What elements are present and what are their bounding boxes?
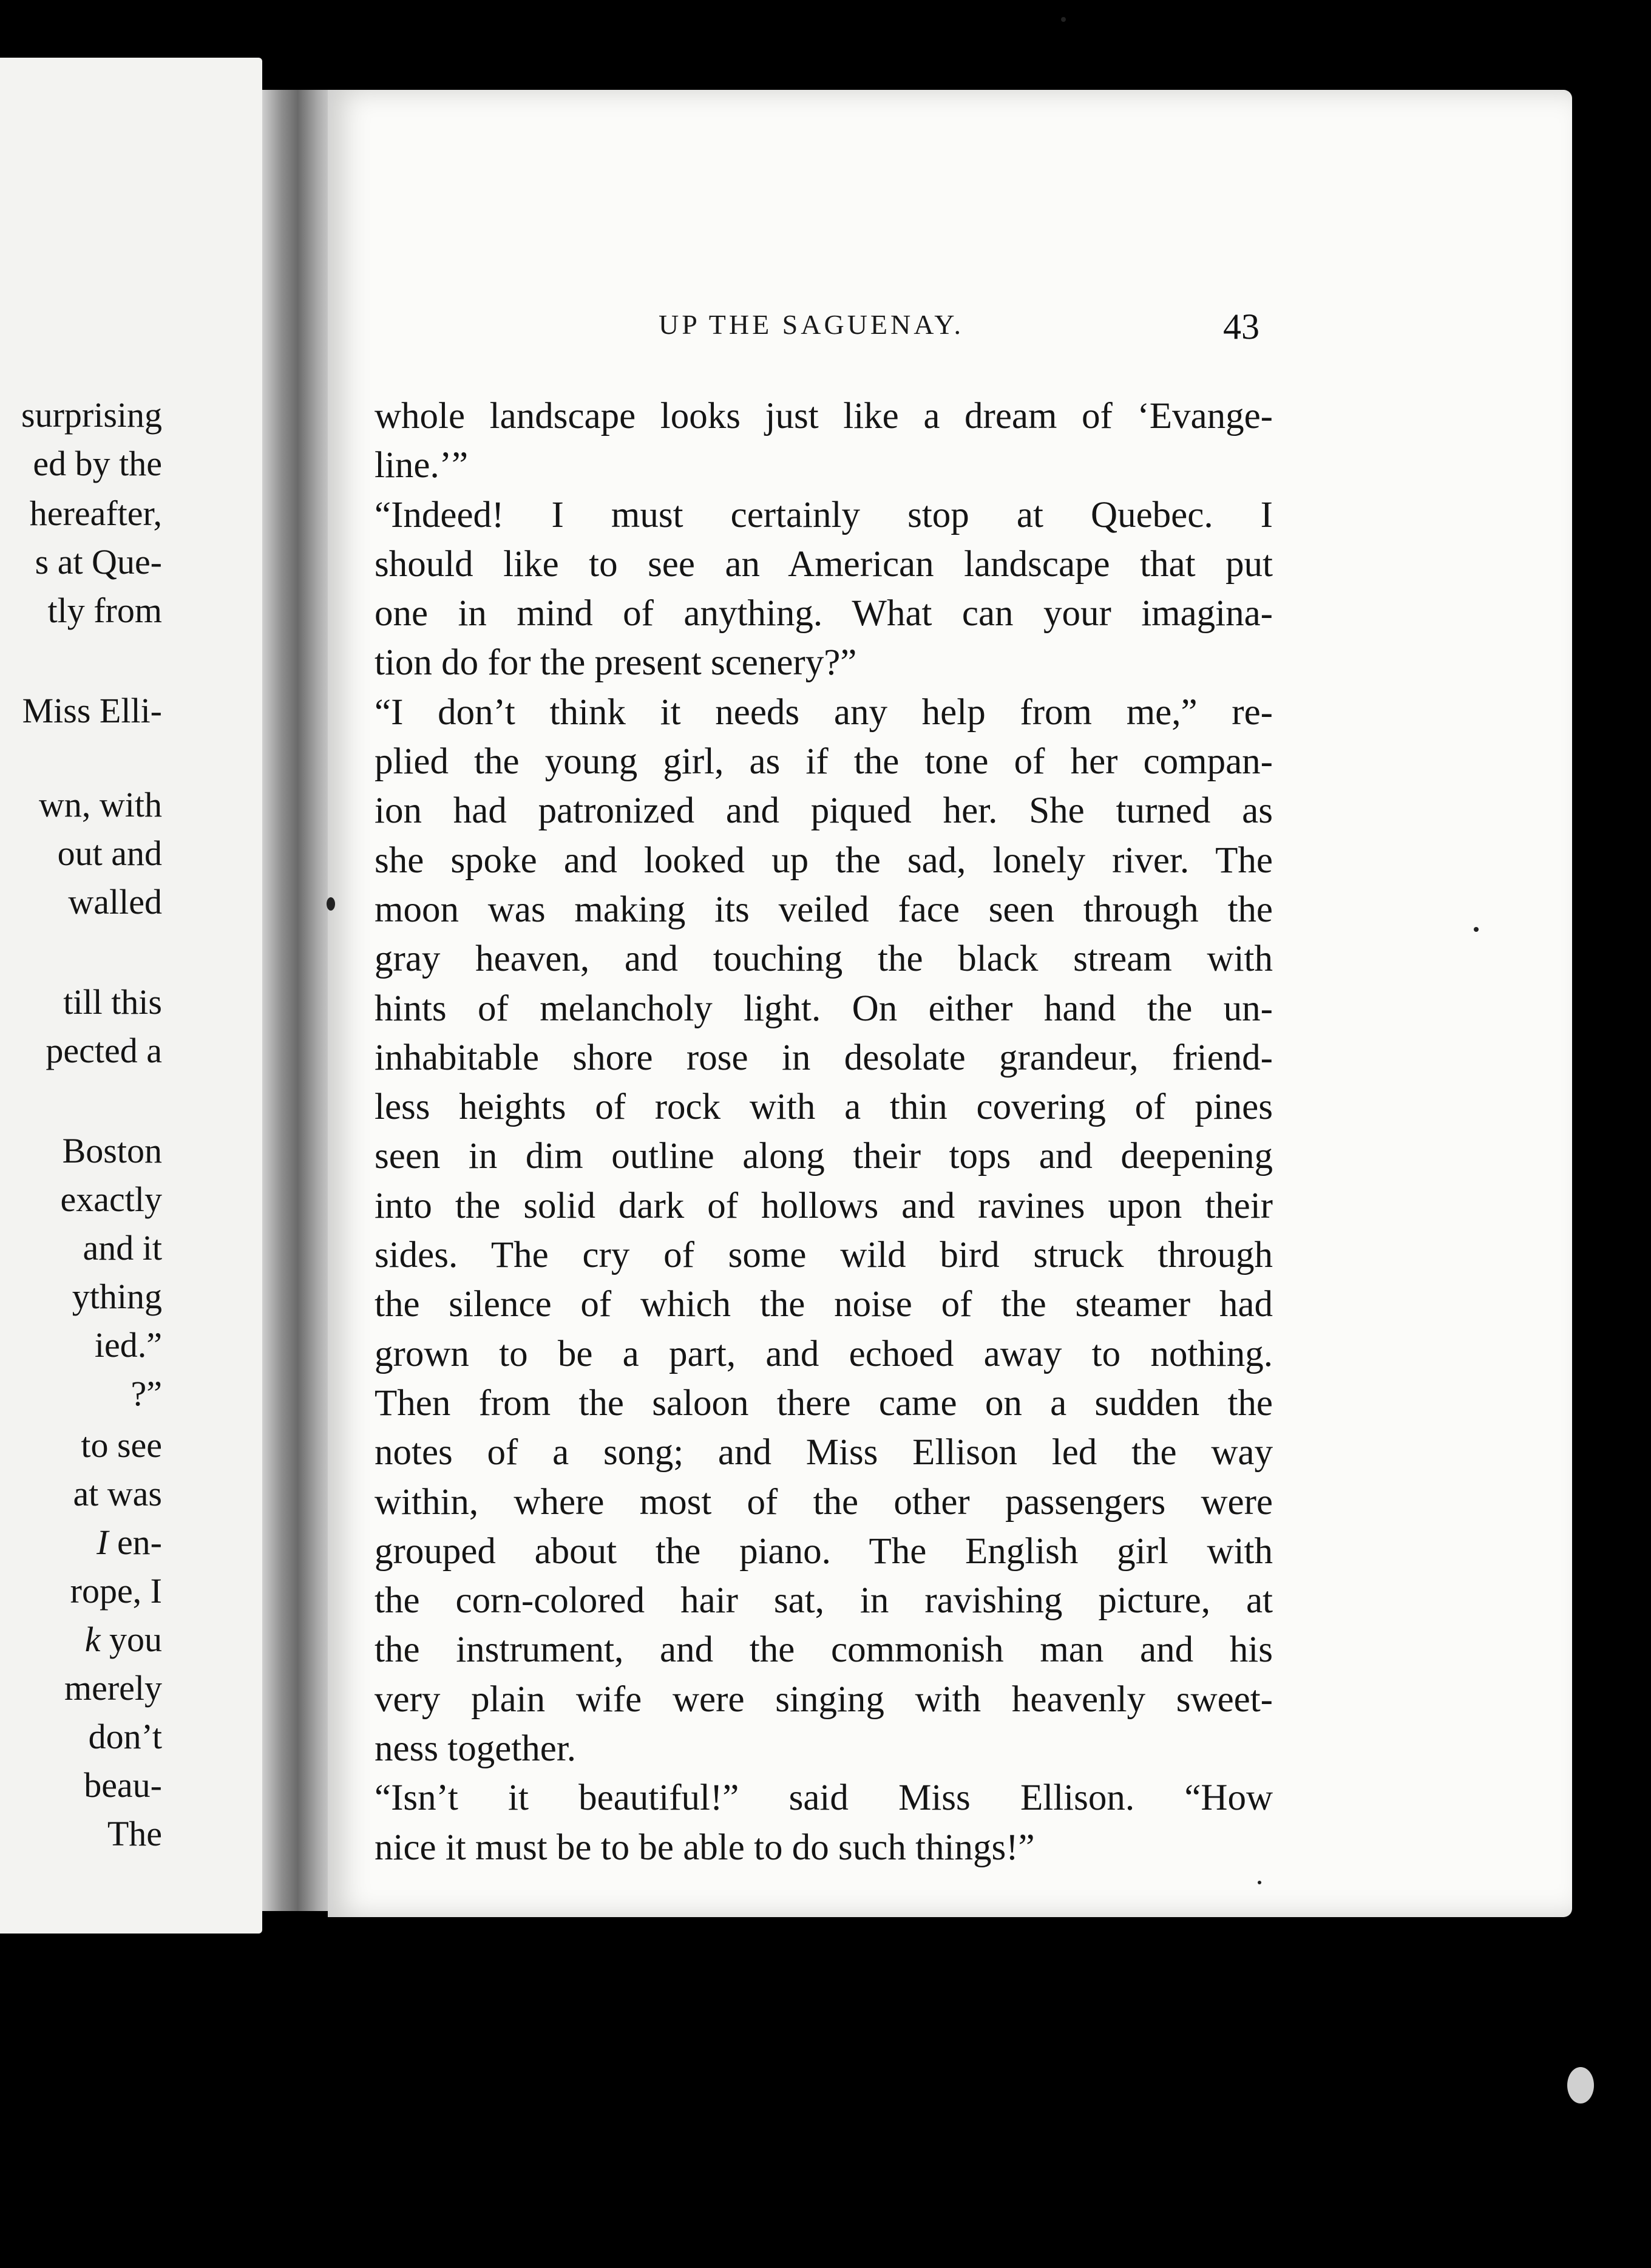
text-line: plied the young girl, as if the tone of her compan- [375, 741, 1273, 783]
left-page-line: Miss Elli- [22, 691, 162, 730]
text-line: less heights of rock with a thin covering of pines [375, 1087, 1273, 1128]
text-line: the corn-colored hair sat, in ravishing picture, at [375, 1580, 1273, 1621]
left-page [0, 58, 262, 1934]
left-page-line: ?” [131, 1374, 162, 1413]
text-line: the silence of which the noise of the steamer had [375, 1284, 1273, 1325]
scan-speck [1567, 2067, 1594, 2103]
text-line: “I don’t think it needs any help from me,” re- [375, 691, 1273, 733]
left-page-line: at was [73, 1474, 162, 1513]
scan-speck [1474, 927, 1479, 932]
text-line: line.’” [375, 445, 469, 486]
text-line: Then from the saloon there came on a sudden the [375, 1382, 1273, 1424]
text-line: ness together. [375, 1728, 577, 1770]
text-line: nice it must be to be able to do such things!” [375, 1827, 1035, 1868]
text-line: grown to be a part, and echoed away to nothing. [375, 1333, 1273, 1374]
text-line: inhabitable shore rose in desolate grandeur, friend- [375, 1037, 1273, 1078]
left-page-line: to see [81, 1425, 162, 1465]
text-line: sides. The cry of some wild bird struck through [375, 1235, 1273, 1276]
scan-speck [1061, 17, 1066, 22]
page-number: 43 [1223, 307, 1259, 347]
left-page-line: walled [68, 882, 162, 922]
left-page-line: The [107, 1814, 162, 1853]
left-page-line: k you [84, 1620, 162, 1659]
text-line: seen in dim outline along their tops and deepening [375, 1136, 1273, 1177]
left-page-line: hereafter, [29, 494, 162, 533]
text-line: “Indeed! I must certainly stop at Quebec. I [375, 494, 1273, 535]
left-page-line: and it [83, 1228, 162, 1268]
left-page-line: exactly [60, 1180, 162, 1219]
text-line: she spoke and looked up the sad, lonely river. The [375, 840, 1273, 881]
text-line: the instrument, and the commonish man and his [375, 1629, 1273, 1671]
running-head: UP THE SAGUENAY. [659, 309, 964, 340]
left-page-line: ied.” [94, 1325, 162, 1365]
text-line: whole landscape looks just like a dream of ‘Evange- [375, 396, 1273, 436]
text-line: tion do for the present scenery?” [375, 642, 857, 684]
left-page-line: s at Que- [35, 542, 162, 582]
left-page-line: ed by the [33, 444, 162, 483]
left-page-line: beau- [84, 1765, 162, 1805]
page-text [375, 392, 1273, 1872]
left-page-line: merely [64, 1668, 162, 1708]
text-line: notes of a song; and Miss Ellison led the way [375, 1432, 1273, 1473]
text-line: should like to see an American landscape that put [375, 543, 1273, 585]
text-line: gray heaven, and touching the black stream with [375, 939, 1273, 980]
left-page-line: ything [72, 1277, 162, 1316]
left-page-line: don’t [88, 1717, 162, 1756]
left-page-line: pected a [46, 1031, 162, 1070]
text-line: moon was making its veiled face seen through the [375, 889, 1273, 930]
text-line: ion had patronized and piqued her. She turned as [375, 790, 1273, 832]
scan-speck [1258, 1881, 1261, 1884]
text-line: grouped about the piano. The English girl with [375, 1530, 1273, 1572]
scan-speck [327, 897, 335, 911]
text-line: one in mind of anything. What can your imagina- [375, 593, 1273, 634]
left-page-line: till this [63, 982, 162, 1022]
left-page-line: wn, with [39, 785, 162, 824]
text-line: within, where most of the other passengers were [375, 1481, 1273, 1523]
text-line: hints of melancholy light. On either hand the un- [375, 988, 1273, 1029]
left-page-line: surprising [21, 395, 162, 435]
left-page-line: out and [57, 834, 162, 873]
left-page-line: Boston [62, 1131, 162, 1170]
left-page-line: rope, I [70, 1571, 162, 1611]
text-line: into the solid dark of hollows and ravines upon their [375, 1185, 1273, 1226]
left-page-line: I en- [97, 1523, 162, 1562]
text-line: “Isn’t it beautiful!” said Miss Ellison. “How [375, 1777, 1273, 1819]
text-line: very plain wife were singing with heavenly sweet- [375, 1679, 1273, 1720]
left-page-line: tly from [47, 591, 162, 630]
